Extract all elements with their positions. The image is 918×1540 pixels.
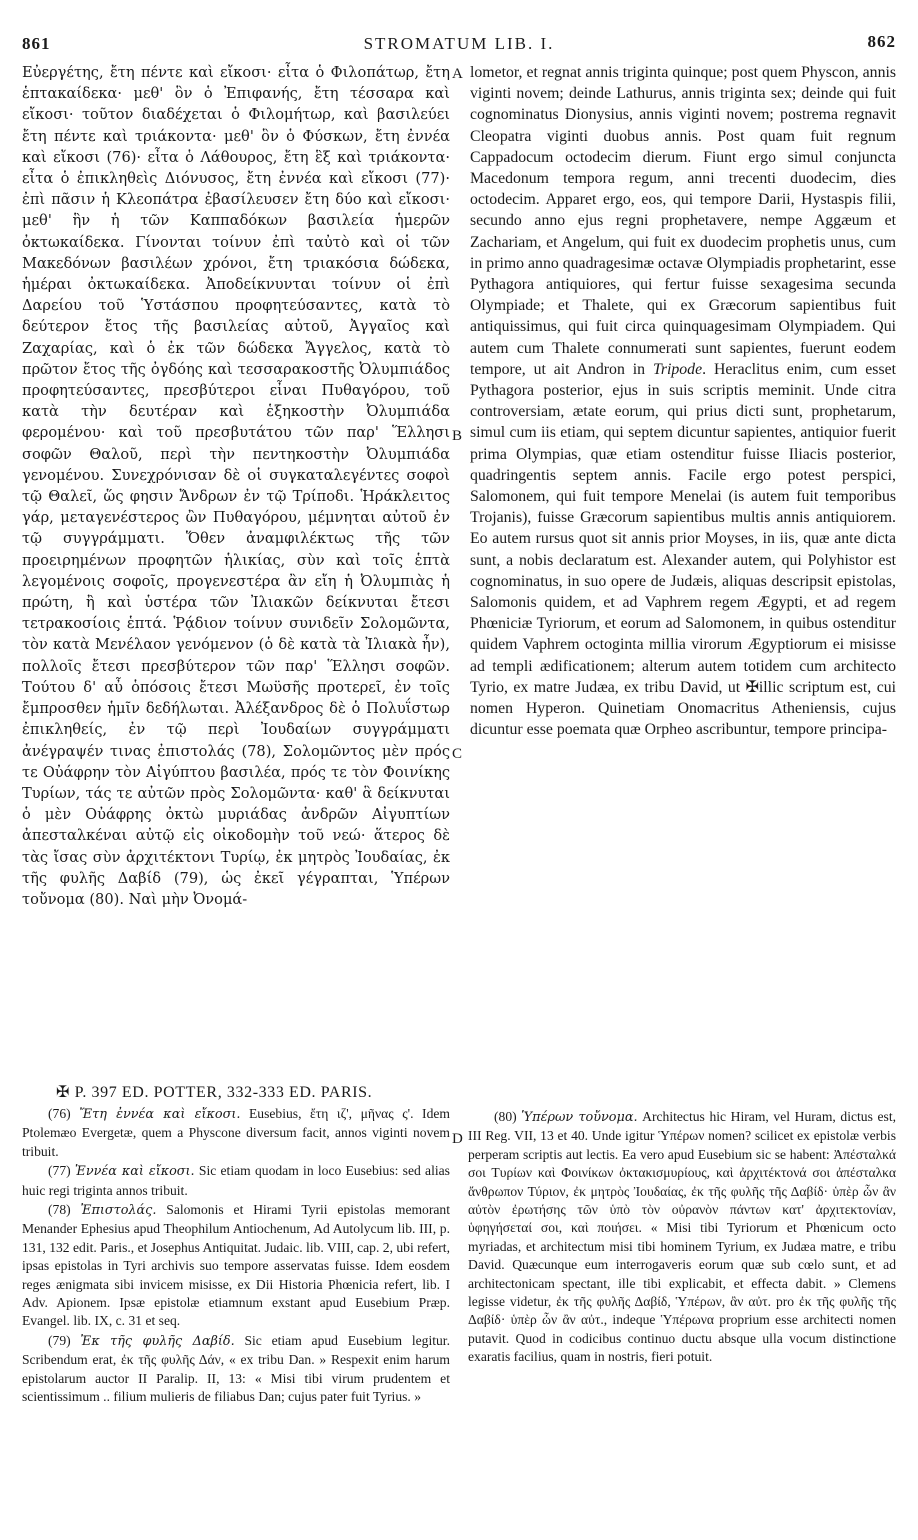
- note-lemma: Ἐπιστολάς.: [80, 1203, 157, 1219]
- margin-letter-d: D: [452, 1131, 463, 1147]
- note-lemma: Ὑπέρων τοὔνομα.: [521, 1110, 638, 1125]
- latin-text-part: lometor, et regnat annis triginta quinque; post quem Physcon, annis viginti novem; deinde Lathurus, annis triginta sex; deinde qui fuit cognominatus Dionysius, annis viginti novem; postrema regnavit Cleopatra viginti duobus annis. Post quam fuit regnum Cappadocum octodecim dierum. Fiunt ergo simul conjuncta Macedonum tempora regum, anni trecenti duodecim, dies octodecim. Apparet ergo, eos, qui tempore Darii, Hystaspis filii, secundo anno ejus regni prophetavere, nempe Aggæum et Zachariam, et Angelum, qui fuit ex duodecim prophetis unus, cum in primo anno quadragesimæ octavæ Olympiadis prophetarint, esse Pythagora antiquiores, qui fertur fuisse sexagesima secunda Olympiade; et Thalete, qui ex Græcorum sapientibus fuit antiquissimus, qui fuit circa quinquagesimam Olympiadem. Qui autem cum Thalete connumerati sunt sapientes, fuerunt eodem tempore, ut ait Andron in: [470, 64, 896, 378]
- note-text: Eusebius, ἔτη ιζ', μῆνας ς'. Idem Ptolemæo Evergetæ, quem a Physcone diversum facit, annos viginti novem tribuit.: [22, 1106, 450, 1159]
- note-number: (78): [48, 1202, 71, 1218]
- page-number-right: 862: [867, 32, 896, 51]
- page-number-left: 861: [22, 34, 51, 53]
- note-number: (79): [48, 1332, 71, 1348]
- edition-reference: ✠ P. 397 ED. POTTER, 332-333 ED. PARIS.: [56, 1084, 373, 1101]
- footnote-79: [22, 1332, 450, 1407]
- footnotes-right: [468, 1108, 896, 1368]
- note-lemma: Ἔτη ἐννέα καὶ εἴκοσι.: [79, 1107, 241, 1122]
- margin-letter-b: B: [452, 428, 463, 444]
- greek-text-column: Εὐεργέτης, ἔτη πέντε καὶ εἴκοσι· εἶτα ὁ Φιλοπάτωρ, ἔτη ἑπτακαίδεκα· μεθ' ὃν ὁ Ἐπιφανής, ἔτη τέσσαρα καὶ εἴκοσι· τοῦτον διαδέχεται ὁ Φιλομήτωρ, καὶ βασιλεύει ἔτη πέντε καὶ τριάκοντα· μεθ' ὃν ὁ Φύσκων, ἔτη ἐννέα καὶ εἴκοσι (76)· εἶτα ὁ Λάθουρος, ἔτη ἓξ καὶ τριάκοντα· εἶτα ὁ ἐπικληθεὶς Διόνυσος, ἔτη ἐννέα καὶ εἴκοσι (77)· ἐπὶ πᾶσιν ἡ Κλεοπάτρα ἐβασίλευσεν ἔτη δύο καὶ εἴκοσι· μεθ' ἣν ἡ τῶν Καππαδόκων βασιλεία ἡμερῶν ὀκτωκαίδεκα. Γίνονται τοίνυν ἐπὶ ταὐτὸ καὶ οἱ τῶν Μακεδόνων βασιλέων χρόνοι, ἔτη τριακόσια δώδεκα, ἡμέραι ὀκτωκαίδεκα. Ἀποδείκνυνται τοίνυν οἱ ἐπὶ Δαρείου τοῦ Ὑστάσπου προφητεύσαντες, κατὰ τὸ δεύτερον ἔτος τῆς βασιλείας αὐτοῦ, Ἀγγαῖος καὶ Ζαχαρίας, καὶ ὁ ἐκ τῶν δώδεκα Ἄγγελος, κατὰ τὸ πρῶτον ἔτος τῆς ὀγδόης καὶ τεσσαρακοστῆς Ὀλυμπιάδος προφητεύσαντες, πρεσβύτεροι εἶναι Πυθαγόρου, τοῦ κατὰ τὴν δευτέραν καὶ ἑξηκοστὴν Ὀλυμπιάδα φερομένου· καὶ τοῦ πρεσβυτάτου τῶν παρ' Ἕλλησι σοφῶν Θαλοῦ, περὶ τὴν πεντηκοστὴν Ὀλυμπιάδα γενομένου. Συνεχρόνισαν δὲ οἱ συγκαταλεγέντες σοφοὶ τῷ Θαλεῖ, ὥς φησιν Ἄνδρων ἐν τῷ Τρίποδι. Ἡράκλειτος γάρ, μεταγενέστερος ὢν Πυθαγόρου, μέμνηται αὐτοῦ ἐν τῷ συγγράμματι. Ὅθεν ἀναμφιλέκτως τῆς τῶν προειρημένων προφητῶν ἡλικίας, σὺν καὶ τοῖς ἑπτὰ λεγομένοις σοφοῖς, προγενεστέρα ἂν εἴη ἡ Ὀλυμπιὰς ἡ πρώτη, ἢ καὶ ὑστέρα τῶν Ἰλιακῶν δείκνυται ἔτεσι τετρακοσίοις ἑπτά. Ῥᾴδιον τοίνυν συνιδεῖν Σολομῶντα, τὸν κατὰ Μενέλαον γενόμενον (ὁ δὲ κατὰ τὰ Ἰλιακὰ ἦν), πολλοῖς ἔτεσι πρεσβύτερον τῶν παρ' Ἕλλησι σοφῶν. Τούτου δ' αὖ ὁπόσοις ἔτεσι Μωϋσῆς προτερεῖ, ἐν τοῖς ἔμπροσθεν ἡμῖν δεδήλωται. Ἀλέξανδρος δὲ ὁ Πολυΐστωρ ἐπικληθείς, ἐν τῷ περὶ Ἰουδαίων συγγράμματι ἀνέγραψέν τινας ἐπιστολάς (78), Σολομῶντος μὲν πρός τε Οὐάφρην τὸν Αἰγύπτου βασιλέα, πρός τε τὸν Φοινίκης Τυρίων, τάς τε αὐτῶν πρὸς Σολομῶντα· καθ' ἃ δείκνυται ὁ μὲν Οὐάφρης ὀκτὼ μυριάδας ἀνδρῶν Αἰγυπτίων ἀπεσταλκέναι αὐτῷ εἰς οἰκοδομὴν τοῦ νεώ· ἅτερος δὲ τὰς ἴσας σὺν ἀρχιτέκτονι Τυρίῳ, ἐκ μητρὸς Ἰουδαίας, ἐκ τῆς φυλῆς Δαβίδ (79), ὡς ἐκεῖ γέγραπται, Ὑπέρων τοὔνομα (80). Ναὶ μὴν Ὀνομά-: [22, 64, 450, 908]
- running-title: STROMATUM LIB. I.: [363, 34, 555, 53]
- note-number: (80): [494, 1109, 517, 1124]
- note-text: Sic etiam apud Eusebium legitur. Scribendum erat, ἐκ τῆς φυλῆς Δάν, « ex tribu Dan. » Respexit enim harum epistolarum auctor II Paralip. II, 13: « Misi tibi virum prudentem et scientissimum .. filium mulieris de filiabus Dan; cujus pater fuit Tyrius. »: [22, 1332, 450, 1405]
- note-text: Architectus hic Hiram, vel Huram, dictus est, III Reg. VII, 13 et 40. Unde igitur Ὑπέρων nomen? scilicet ex epistolæ verbis perperam scriptis aut lectis. Ea vero apud Eusebium sic se habent: Ἀπέσταλκά σοι Τυρίων καὶ Φοινίκων ὀκτακισμυρίους, καὶ ἀρχιτέκτονά σοι ἀπέσταλκα ἄνθρωπον Τύριον, ἐκ μητρὸς Ἰουδαίας, ἐκ τῆς φυλῆς τῆς Δαβίδ· ὑπὲρ ὧν ἂν αὐτὸν ἐρωτήσης τῶν ὑπὸ τὸν οὐρανὸν πάντων κατ' ἀρχιτεκτονίαν, ὑφηγήσεταί σοι, καὶ ποιήσει. « Misi tibi Tyriorum et Phœnicum octo myriadas, et architectum misi tibi hominem Tyrium, ex Judæa matre, e tribu David. Quæcunque eum interrogaveris eorum quæ sub cœlo sunt, et ad architectonicam spectant, ille tibi explicabit, et effecta dabit. » Clemens legisse videtur, ἐκ τῆς φυλῆς Δαβίδ, Ὑπέρων, ἂν αὐτ. pro ἐκ τῆς φυλῆς τῆς Δαβίδ· ὑπὲρ ὧν ἂν αὐτ., indeque Ὑπέρωνα proprium esse architecti nomen putavit. Quod in codicibus continuo ductu absque ulla vocum distinctione exaratis facilius, quam in nostris, fieri potuit.: [468, 1109, 896, 1365]
- note-lemma: Ἐκ τῆς φυλῆς Δαβίδ.: [80, 1333, 235, 1349]
- footnote-78: [22, 1201, 450, 1331]
- note-text: Sic etiam quodam in loco Eusebius: sed alias huic regi triginta annos tribuit.: [22, 1163, 450, 1198]
- note-text: Salomonis et Hirami Tyrii epistolas memorant Menander Ephesius apud Theophilum Antiochenum, Ad Autolycum lib. III, p. 131, 132 edit. Paris., et Josephus Antiquitat. Judaic. lib. VIII, cap. 2, ubi refert, ipsas epistolas in Tyri archivis suo tempore asservatas fuisse. Idem eosdem reges ænigmata sibi invicem misisse, ex Dii Historia Phœnicia refert, lib. I Adv. Apionem. Ipsæ epistolæ etiamnum exstant apud Eusebium Præp. Evangel. lib. IX, c. 31 et seq.: [22, 1202, 450, 1329]
- note-number: (76): [48, 1106, 71, 1121]
- margin-letter-c: C: [452, 746, 463, 762]
- note-lemma: Ἐννέα καὶ εἴκοσι.: [74, 1164, 195, 1180]
- footnotes-left: [22, 1105, 450, 1408]
- latin-text-italic: Tripode: [652, 360, 703, 378]
- note-number: (77): [48, 1163, 71, 1179]
- footnote-76: [22, 1105, 450, 1161]
- latin-text-rest: . Heraclitus enim, cum esset Pythagora posterior, ejus in suis scriptis meminit. Unde citra controversiam, ætate eorum, qui prius dicti sunt, prophetarum, simul cum iis etiam, qui septem dicuntur sapientes, antiquior fuerit prima Olympias, quæ etiam ostenditur fuisse Iliacis posterior, quadringentis septem annis. Facile ergo potest perspici, Salomonem, qui fuit tempore Menelai (is autem fuit temporibus Trojanis), fuisse Græcorum sapientibus multis annis antiquiorem. Eo autem rursus quot sit annis prior Moyses, in iis, quæ ante dicta sunt, a nobis declaratum est. Alexander autem, qui Polyhistor est cognominatus, in suo opere de Judæis, aliquas descripsit epistolas, Salomonis quidem, et ad Vaphrem regem Ægypti, et ad regem Phœniciæ Tyriorum, et eorum ad Salomonem, in quibus ostenditur quidem Vaphrem octoginta millia virorum Ægyptiorum ei misisse ad templi ædificationem; alterum autem totidem cum architecto Tyrio, ex matre Judæa, ex tribu David, ut ✠illic scriptum est, cui nomen Hyperon. Quinetiam Onomacritus Atheniensis, cujus dicuntur esse poemata quæ Orpheo ascribuntur, tempore principa-: [470, 360, 896, 739]
- latin-text-column: [470, 62, 896, 741]
- footnote-80: [468, 1108, 896, 1367]
- footnote-77: [22, 1162, 450, 1200]
- margin-letter-a: A: [452, 66, 463, 82]
